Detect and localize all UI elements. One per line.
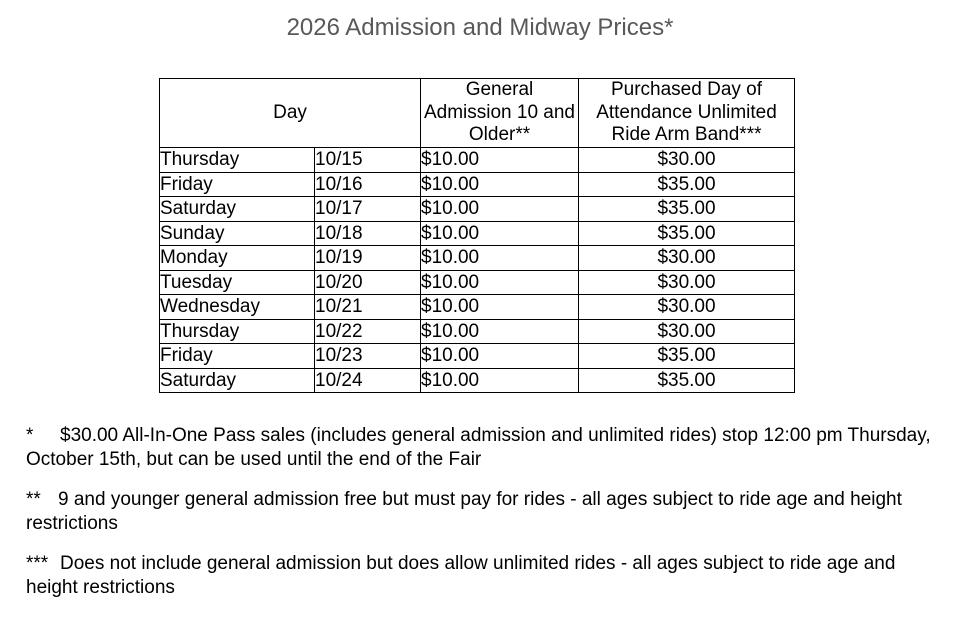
cell-day: Saturday <box>160 197 315 222</box>
cell-day: Saturday <box>160 368 315 393</box>
cell-ride-arm-band: $30.00 <box>579 295 795 320</box>
cell-general-admission: $10.00 <box>421 221 579 246</box>
cell-day: Sunday <box>160 221 315 246</box>
cell-ride-arm-band: $35.00 <box>579 368 795 393</box>
cell-day: Monday <box>160 246 315 271</box>
footnote-mark: ** <box>26 489 41 510</box>
table-row <box>160 197 795 222</box>
cell-day: Thursday <box>160 319 315 344</box>
cell-ride-arm-band: $35.00 <box>579 172 795 197</box>
cell-general-admission: $10.00 <box>421 246 579 271</box>
header-day: Day <box>160 79 421 148</box>
footnote <box>26 552 946 600</box>
header-general-admission: General Admission 10 and Older** <box>421 79 579 148</box>
cell-general-admission: $10.00 <box>421 148 579 173</box>
footnote <box>26 424 946 472</box>
footnote-text: $30.00 All-In-One Pass sales (includes general admission and unlimited rides) stop 12:00 pm Thursday, October 15th, but can be used until the end of the Fair <box>26 425 931 470</box>
cell-date: 10/23 <box>315 344 421 369</box>
cell-general-admission: $10.00 <box>421 344 579 369</box>
cell-date: 10/15 <box>315 148 421 173</box>
cell-ride-arm-band: $30.00 <box>579 148 795 173</box>
table-row <box>160 148 795 173</box>
cell-general-admission: $10.00 <box>421 270 579 295</box>
cell-date: 10/17 <box>315 197 421 222</box>
table-row <box>160 368 795 393</box>
cell-ride-arm-band: $35.00 <box>579 197 795 222</box>
cell-ride-arm-band: $35.00 <box>579 221 795 246</box>
cell-general-admission: $10.00 <box>421 368 579 393</box>
footnote-mark: * <box>26 425 34 446</box>
cell-day: Friday <box>160 172 315 197</box>
cell-day: Tuesday <box>160 270 315 295</box>
cell-day: Thursday <box>160 148 315 173</box>
table-header-row <box>160 79 795 148</box>
cell-ride-arm-band: $30.00 <box>579 246 795 271</box>
table-row <box>160 295 795 320</box>
price-table <box>159 78 795 393</box>
cell-date: 10/19 <box>315 246 421 271</box>
cell-ride-arm-band: $30.00 <box>579 270 795 295</box>
table-row <box>160 344 795 369</box>
cell-day: Wednesday <box>160 295 315 320</box>
cell-date: 10/20 <box>315 270 421 295</box>
cell-general-admission: $10.00 <box>421 295 579 320</box>
footnote-mark: *** <box>26 553 49 574</box>
cell-date: 10/22 <box>315 319 421 344</box>
footnote-text: 9 and younger general admission free but must pay for rides - all ages subject to ride age and height restrictions <box>26 489 902 534</box>
cell-date: 10/24 <box>315 368 421 393</box>
cell-ride-arm-band: $30.00 <box>579 319 795 344</box>
table-row <box>160 172 795 197</box>
cell-date: 10/16 <box>315 172 421 197</box>
cell-general-admission: $10.00 <box>421 319 579 344</box>
cell-day: Friday <box>160 344 315 369</box>
table-row <box>160 319 795 344</box>
table-row <box>160 246 795 271</box>
footnote <box>26 488 946 536</box>
footnotes <box>26 424 946 616</box>
header-ride-arm-band: Purchased Day of Attendance Unlimited Ride Arm Band*** <box>579 79 795 148</box>
cell-general-admission: $10.00 <box>421 172 579 197</box>
cell-date: 10/18 <box>315 221 421 246</box>
footnote-text: Does not include general admission but does allow unlimited rides - all ages subject to ride age and height restrictions <box>26 553 896 598</box>
cell-ride-arm-band: $35.00 <box>579 344 795 369</box>
cell-general-admission: $10.00 <box>421 197 579 222</box>
table-row <box>160 270 795 295</box>
table-row <box>160 221 795 246</box>
cell-date: 10/21 <box>315 295 421 320</box>
page-title: 2026 Admission and Midway Prices* <box>286 14 674 41</box>
